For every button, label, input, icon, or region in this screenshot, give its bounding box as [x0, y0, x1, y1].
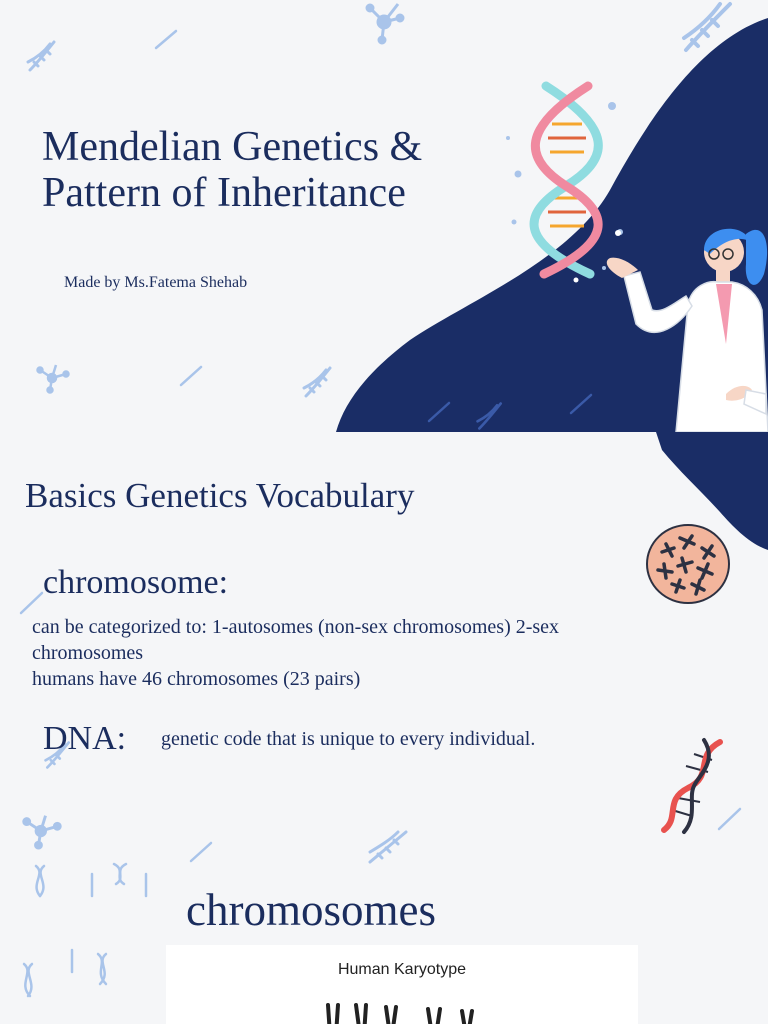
dash-mark-icon: [178, 364, 204, 388]
molecule-icon: [36, 362, 70, 394]
karyotype-title: Human Karyotype: [337, 961, 467, 978]
dna-helix-icon: [654, 736, 728, 836]
dash-mark-icon: [188, 840, 214, 864]
chromosome-term: chromosome:: [43, 564, 229, 601]
dna-icon: [474, 400, 506, 432]
dna-icon: [366, 828, 410, 864]
molecule-icon: [360, 0, 408, 46]
small-dna-icons: [20, 942, 120, 1002]
title-line-1: Mendelian Genetics &: [42, 124, 423, 170]
small-dna-icons: [30, 860, 160, 900]
chromosomes-title: chromosomes: [186, 885, 436, 935]
dna-term: DNA:: [43, 720, 127, 757]
dash-mark-icon: [152, 28, 180, 52]
definition-line: humans have 46 chromosomes (23 pairs): [32, 668, 361, 690]
dash-mark-icon: [18, 590, 46, 616]
presentation-title: [42, 124, 482, 216]
dna-icon: [24, 38, 60, 74]
definition-line: can be categorized to: 1-autosomes (non-sex chromosomes) 2-sex: [32, 616, 560, 638]
section-heading: Basics Genetics Vocabulary: [25, 476, 415, 515]
cell-icon: [644, 522, 732, 606]
scientist-illustration: [596, 214, 768, 432]
title-slide: [0, 0, 768, 432]
chromosome-pairs-graphic: [166, 999, 638, 1024]
chromosome-definition: [32, 614, 672, 692]
dna-icon: [300, 364, 336, 400]
dash-mark-icon: [426, 400, 452, 424]
title-line-2: Pattern of Inheritance: [42, 170, 406, 216]
molecule-icon: [22, 812, 62, 850]
dna-icon: [680, 0, 736, 54]
vocabulary-slide: [0, 432, 768, 1024]
dna-definition: genetic code that is unique to every individual.: [161, 728, 536, 750]
author-credit: Made by Ms.Fatema Shehab: [64, 274, 248, 291]
karyotype-image: [166, 945, 638, 1024]
dash-mark-icon: [568, 392, 594, 416]
definition-line: chromosomes: [32, 642, 144, 664]
